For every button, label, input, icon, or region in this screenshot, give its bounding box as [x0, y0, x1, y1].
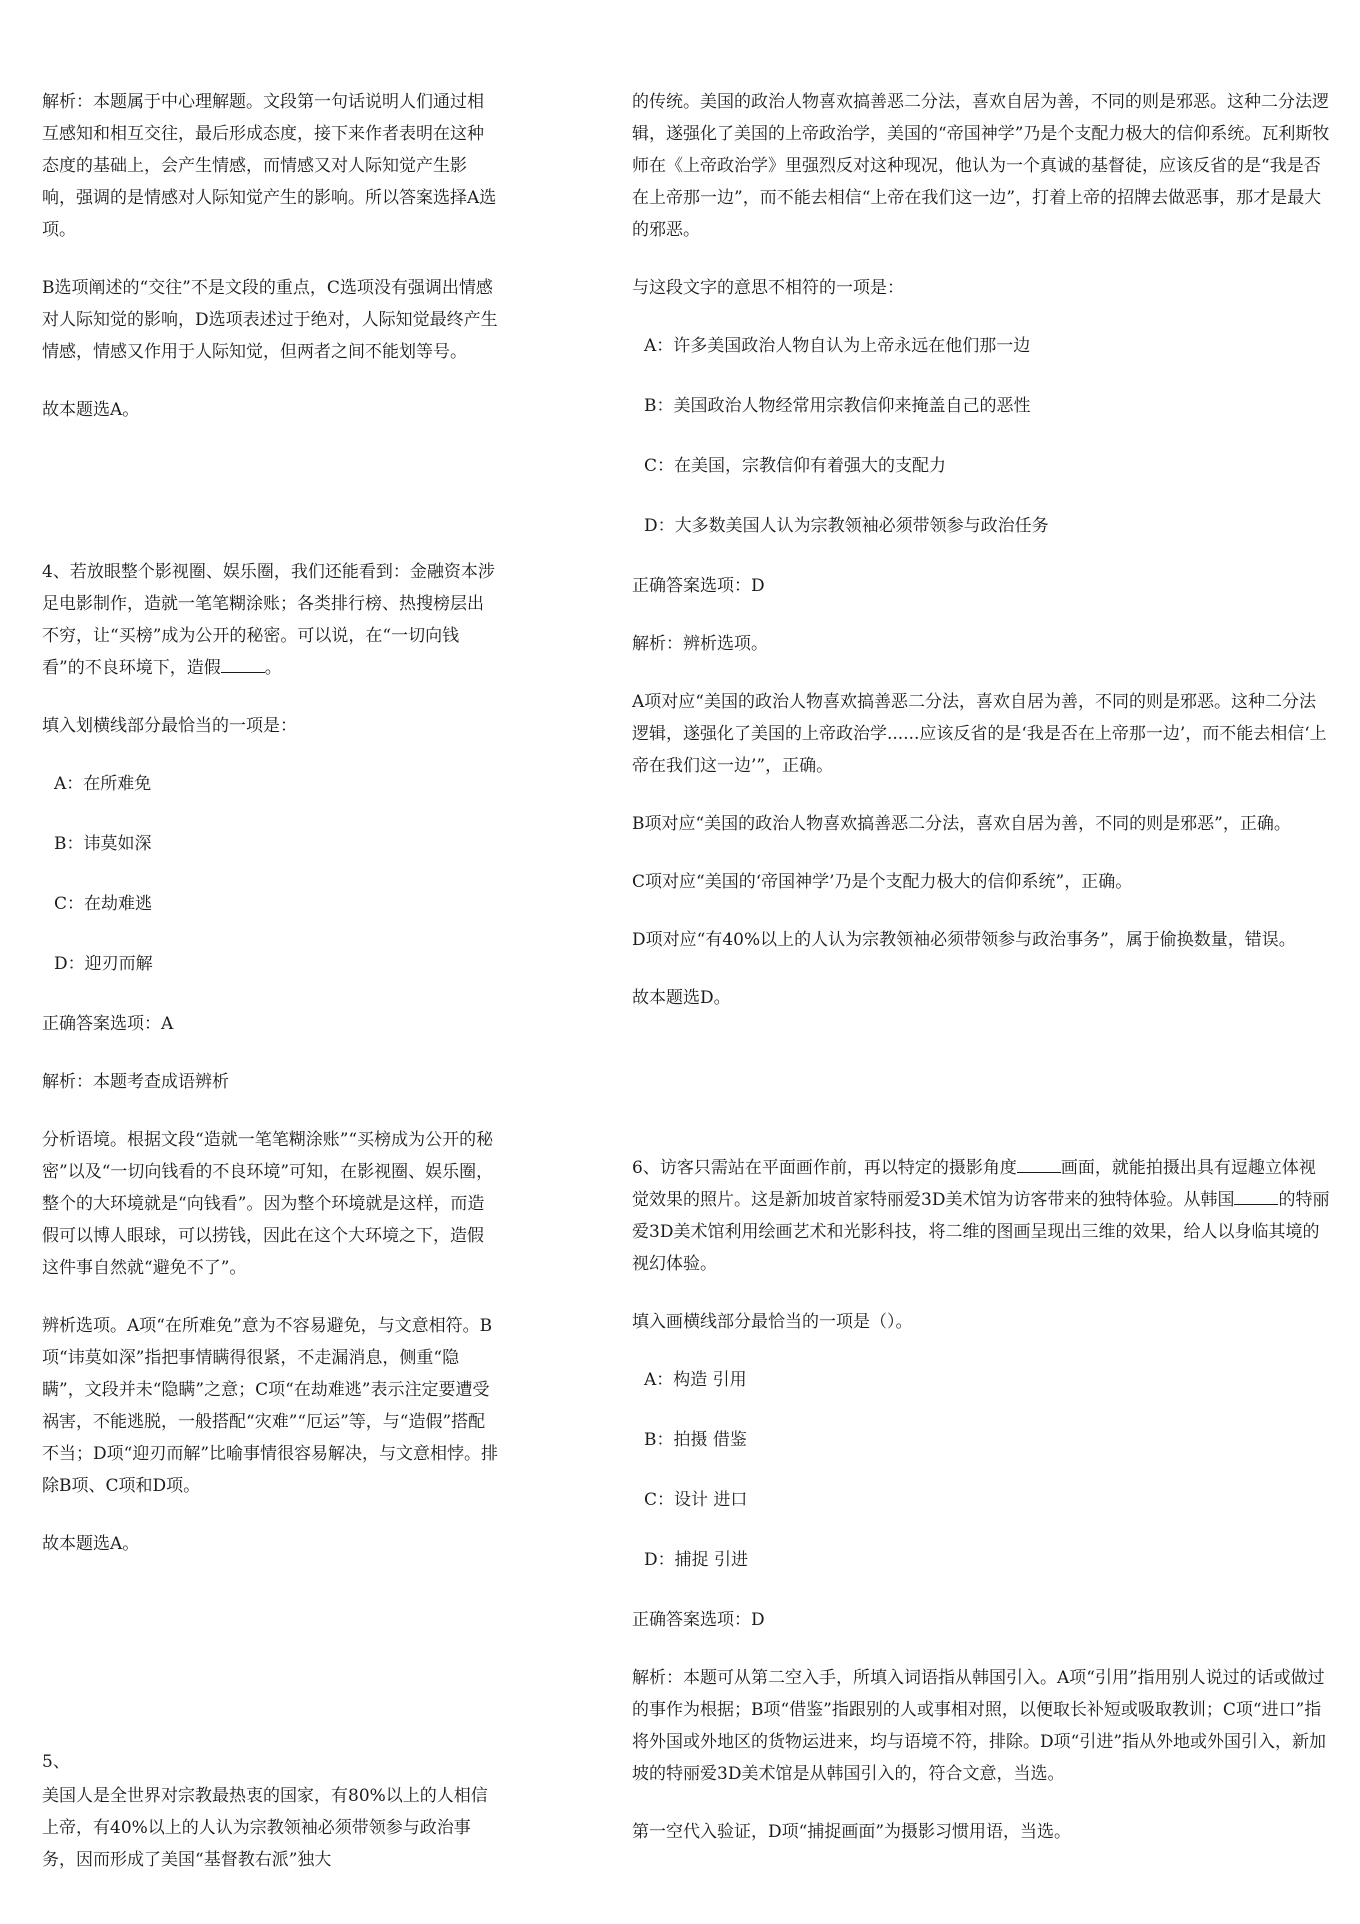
q6-option-c: C：设计 进口	[644, 1490, 748, 1510]
q4-option-c: C：在劫难逃	[54, 894, 153, 914]
q4-stem-text: 4、若放眼整个影视圈、娱乐圈，我们还能看到：金融资本涉足电影制作，造就一笔笔糊涂账；各类排行榜、热搜榜层出不穷，让“买榜”成为公开的秘密。可以说，在“一切向钱看”的不良环境下，造假	[42, 562, 495, 678]
q4-answer: 正确答案选项：A	[42, 1014, 174, 1034]
q5-conclusion: 故本题选D。	[632, 988, 731, 1008]
q6-answer: 正确答案选项：D	[632, 1610, 765, 1630]
q5-option-c: C：在美国，宗教信仰有着强大的支配力	[644, 456, 947, 476]
q6-option-a: A：构造 引用	[644, 1370, 747, 1390]
q6-analysis-paragraph: 第一空代入验证，D项“捕捉画面”为摄影习惯用语，当选。	[632, 1822, 1072, 1842]
q5-stem: 美国人是全世界对宗教最热衷的国家，有80%以上的人相信上帝，有40%以上的人认为宗教领袖必须带领参与政治事务，因而形成了美国“基督教右派”独大	[42, 1786, 488, 1870]
q6-option-d: D：捕捉 引进	[644, 1550, 749, 1570]
q6-prompt: 填入画横线部分最恰当的一项是（）。	[632, 1312, 913, 1332]
q5-analysis-paragraph: A项对应“美国的政治人物喜欢搞善恶二分法，喜欢自居为善，不同的则是邪恶。这种二分法逻辑，遂强化了美国的上帝政治学......应该反省的是‘我是否在上帝那一边’，而不能去相信‘上帝在我们这一边’”，正确。	[632, 692, 1327, 776]
q5-number: 5、	[42, 1752, 70, 1772]
q5-analysis-paragraph: C项对应“美国的‘帝国神学’乃是个支配力极大的信仰系统”，正确。	[632, 872, 1133, 892]
q6-option-b: B：拍摄 借鉴	[644, 1430, 747, 1450]
q4-analysis-heading: 解析：本题考查成语辨析	[42, 1072, 229, 1092]
q4-option-a: A：在所难免	[54, 774, 152, 794]
q4-stem	[42, 556, 500, 684]
q4-blank	[221, 652, 265, 673]
q4-analysis-paragraph: 分析语境。根据文段“造就一笔笔糊涂账”“买榜成为公开的秘密”以及“一切向钱看的不良环境”可知，在影视圈、娱乐圈，整个的大环境就是“向钱看”。因为整个环境就是这样，而造假可以博人眼球，可以捞钱，因此在这个大环境之下，造假这件事自然就“避免不了”。	[42, 1130, 494, 1278]
q4-conclusion: 故本题选A。	[42, 1534, 140, 1554]
q6-stem-text: 的特丽爱3D美术馆利用绘画艺术和光影科技，将二维的图画呈现出三维的效果，给人以身临其境的视幻体验。	[632, 1190, 1330, 1274]
q6-blank-1	[1017, 1152, 1061, 1173]
q5-option-d: D：大多数美国人认为宗教领袖必须带领参与政治任务	[644, 516, 1049, 536]
right-column	[632, 86, 1332, 1874]
q6-stem	[632, 1152, 1332, 1280]
q6-analysis-paragraph: 解析：本题可从第二空入手，所填入词语指从韩国引入。A项“引用”指用别人说过的话或做过的事作为根据；B项“借鉴”指跟别的人或事相对照，以便取长补短或吸取教训；C项“进口”指将外国或外地区的货物运进来，均与语境不符，排除。D项“引进”指从外地或外国引入，新加坡的特丽爱3D美术馆是从韩国引入的，符合文意，当选。	[632, 1668, 1327, 1784]
q3-analysis-paragraph: 解析：本题属于中心理解题。文段第一句话说明人们通过相互感知和相互交往，最后形成态度，接下来作者表明在这种态度的基础上，会产生情感，而情感又对人际知觉产生影响，强调的是情感对人际知觉产生的影响。所以答案选择A选项。	[42, 92, 497, 240]
q5-analysis-paragraph: D项对应“有40%以上的人认为宗教领袖必须带领参与政治事务”，属于偷换数量，错误。	[632, 930, 1296, 950]
q6-stem-text: 画面，就能拍摄出具有逗趣立体视觉效果的照片。这是新加坡首家特丽爱3D美术馆为访客带来的独特体验。从韩国	[632, 1158, 1316, 1210]
q3-analysis-paragraph: B选项阐述的“交往”不是文段的重点，C选项没有强调出情感对人际知觉的影响，D选项表述过于绝对，人际知觉最终产生情感，情感又作用于人际知觉，但两者之间不能划等号。	[42, 278, 498, 362]
q5-option-b: B：美国政治人物经常用宗教信仰来掩盖自己的恶性	[644, 396, 1031, 416]
q4-analysis-paragraph: 辨析选项。A项“在所难免”意为不容易避免，与文意相符。B项“讳莫如深”指把事情瞒得很紧，不走漏消息，侧重“隐瞒”，文段并未“隐瞒”之意；C项“在劫难逃”表示注定要遭受祸害，不能逃脱，一般搭配“灾难”“厄运”等，与“造假”搭配不当；D项“迎刃而解”比喻事情很容易解决，与文意相悖。排除B项、C项和D项。	[42, 1316, 499, 1496]
q5-prompt: 与这段文字的意思不相符的一项是：	[632, 278, 904, 298]
q3-conclusion: 故本题选A。	[42, 400, 140, 420]
q5-analysis-heading: 解析：辨析选项。	[632, 634, 768, 654]
q4-stem-end: 。	[264, 658, 282, 678]
q4-option-b: B：讳莫如深	[54, 834, 152, 854]
q4-prompt: 填入划横线部分最恰当的一项是：	[42, 716, 297, 736]
left-column	[42, 86, 500, 1876]
q5-answer: 正确答案选项：D	[632, 576, 765, 596]
q5-option-a: A：许多美国政治人物自认为上帝永远在他们那一边	[644, 336, 1031, 356]
q5-stem-continued: 的传统。美国的政治人物喜欢搞善恶二分法，喜欢自居为善，不同的则是邪恶。这种二分法逻辑，遂强化了美国的上帝政治学，美国的“帝国神学”乃是个支配力极大的信仰系统。瓦利斯牧师在《上帝政治学》里强烈反对这种现况，他认为一个真诚的基督徒，应该反省的是“我是否在上帝那一边”，而不能去相信“上帝在我们这一边”，打着上帝的招牌去做恶事，那才是最大的邪恶。	[632, 92, 1330, 240]
q6-blank-2	[1234, 1184, 1278, 1205]
q5-analysis-paragraph: B项对应“美国的政治人物喜欢搞善恶二分法，喜欢自居为善，不同的则是邪恶”，正确。	[632, 814, 1291, 834]
q4-option-d: D：迎刃而解	[54, 954, 153, 974]
q6-stem-text: 6、访客只需站在平面画作前，再以特定的摄影角度	[632, 1158, 1017, 1178]
